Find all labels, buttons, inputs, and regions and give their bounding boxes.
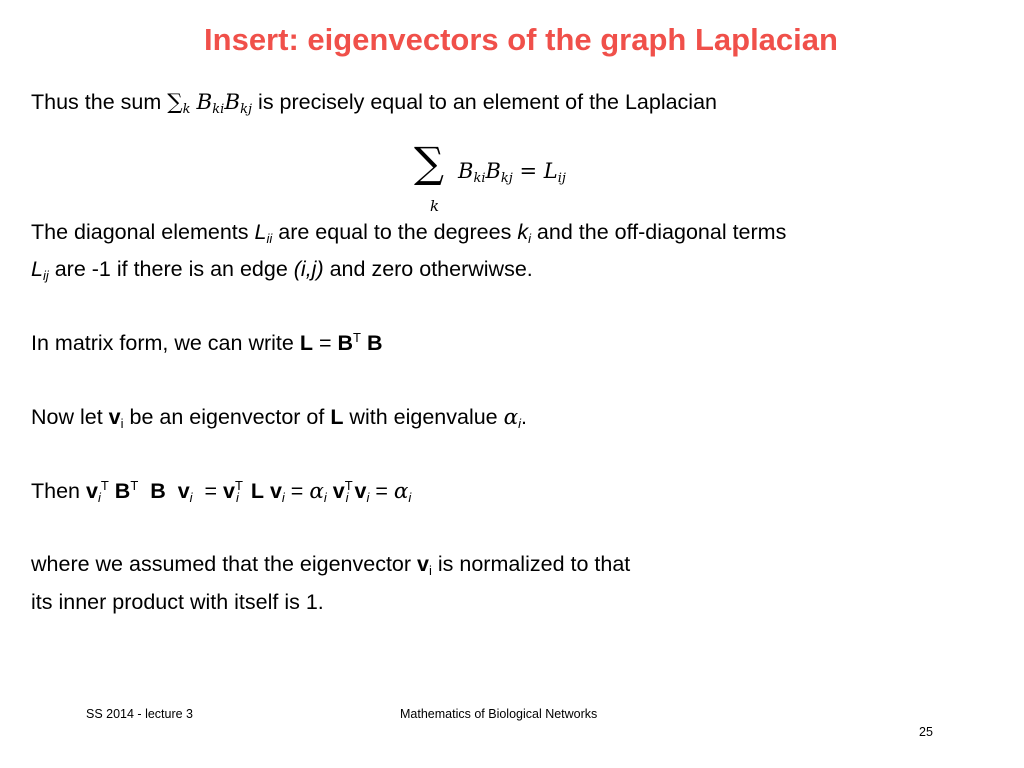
sum-intro-line (31, 90, 717, 115)
then-line: Then $v_i^T$ $B^T$ B $v_i = v^T_i$ L $v_i = \alpha_i$ $v^T_i$ $v_i = \alpha_i$ (31, 478, 412, 505)
page-number: 25 (919, 725, 933, 739)
slide-title: Insert: eigenvectors of the graph Laplacian (204, 22, 838, 57)
footer-lecture: SS 2014 - lecture 3 (86, 707, 194, 721)
display-sum-symbol: ∑ (414, 138, 444, 187)
inline-sum-index: k (182, 102, 191, 117)
degree-k: k (517, 220, 529, 244)
sum-intro-suffix: is precisely equal to an element of the Laplacian (252, 90, 717, 114)
edge-ij: (i,j) (293, 257, 324, 281)
assumption-line-1: where we assumed that the eigenvector $v_i$ is normalized to that (31, 552, 631, 578)
matrix-form-line: In matrix form, we can write $L = B^T$ B (31, 330, 383, 355)
eigenvector-line: Now let $v_i$ be an eigenvector of L with eigenvalue $\alpha_i$. (31, 405, 528, 431)
assumption-line-2: its inner product with itself is 1. (31, 590, 324, 614)
l-ij: L (31, 257, 43, 281)
footer-course: Mathematics of Biological Networks (400, 707, 598, 721)
diagonal-line-1: The diagonal elements $L_{ii}$ are equal to the degrees $k_i$ and the off-diagonal terms (31, 220, 787, 246)
inline-sum-symbol: ∑ (167, 90, 183, 115)
display-expression: $B_{ki}B_{kj} = L_{ij}$ (458, 159, 566, 186)
display-sum-index: k (430, 197, 440, 215)
inline-b-ki: $B_{ki}B_{kj}$ (196, 90, 253, 117)
l-ii: L (254, 220, 267, 244)
diagonal-line-2: $L_{ij}$ are -1 if there is an edge (i,j) and zero otherwiwse. (31, 257, 533, 283)
sum-intro-prefix: Thus the sum (31, 90, 168, 114)
